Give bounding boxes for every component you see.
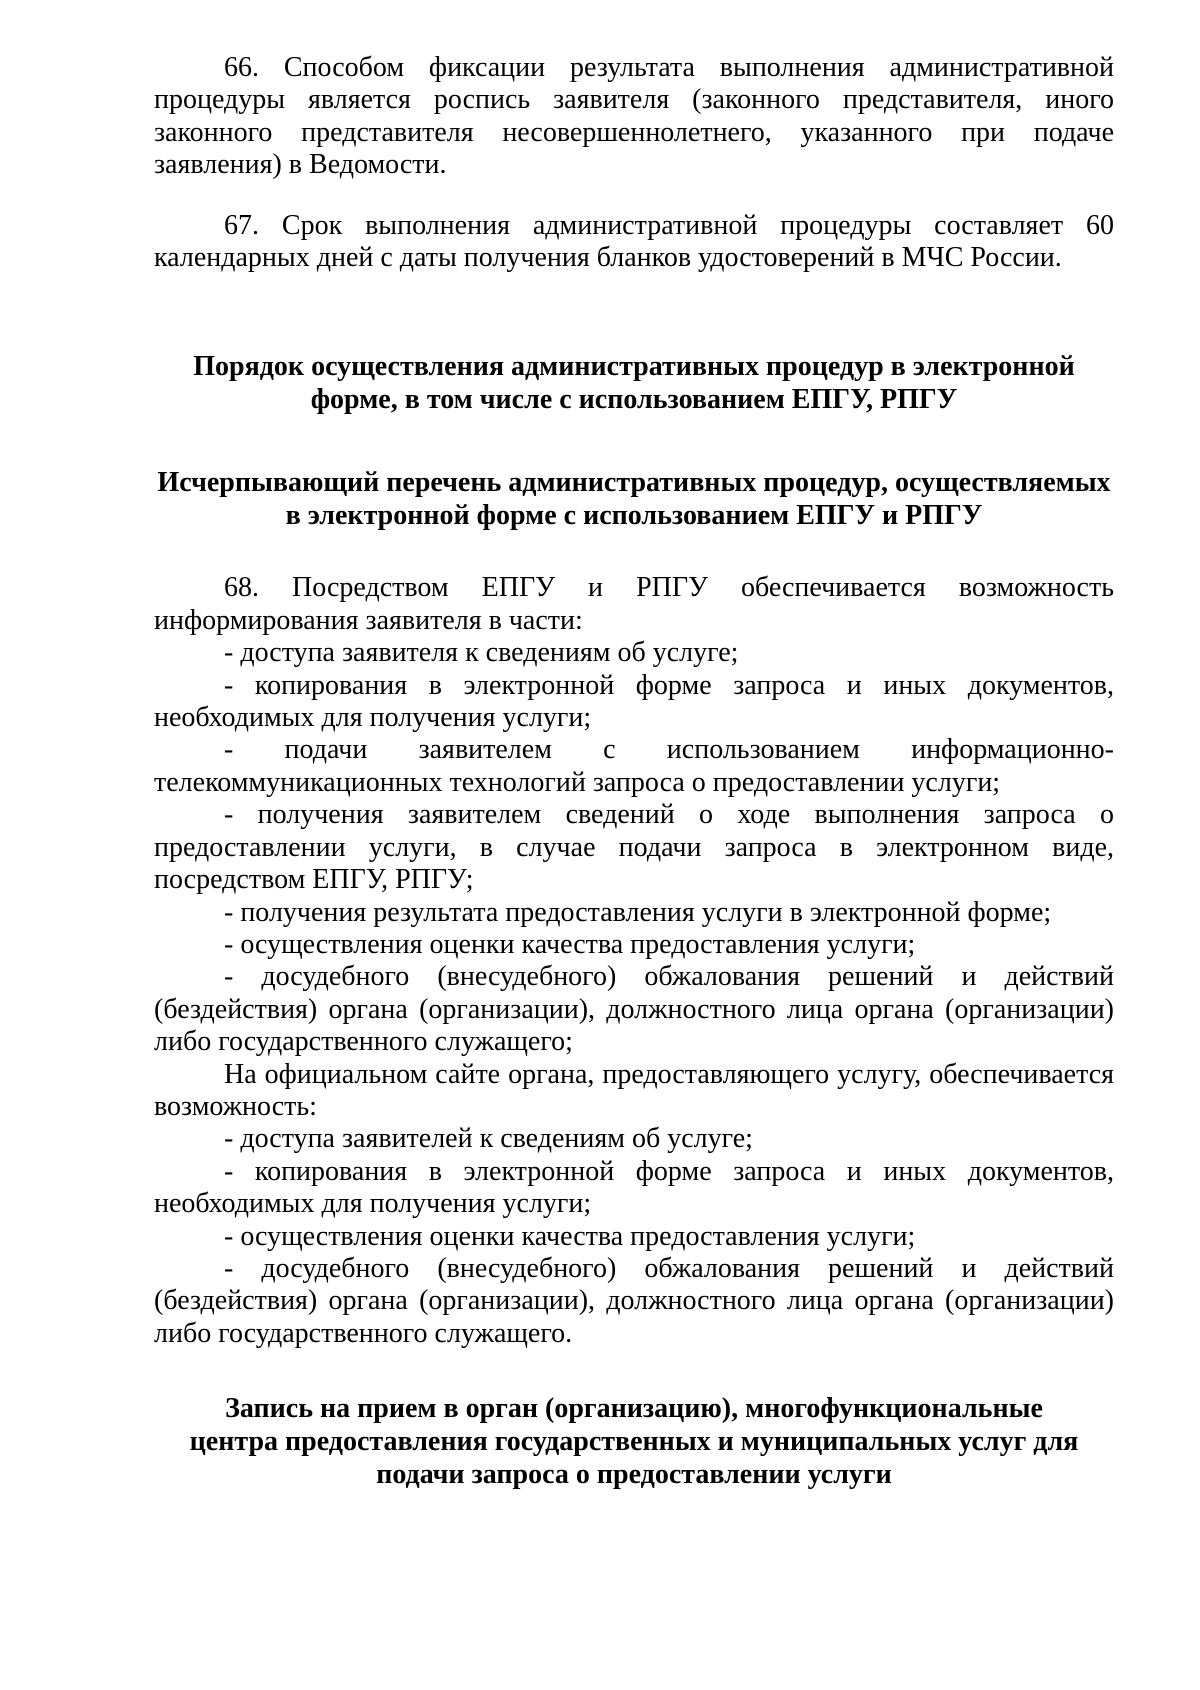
heading-line: Исчерпывающий перечень административных процедур, осуществляемых [157, 467, 1111, 499]
paragraph-67: 67. Срок выполнения административной процедуры составляет 60 календарных дней с даты получения бланков удостоверений в МЧС России. [154, 209, 1114, 274]
list-item: - копирования в электронной форме запроса и иных документов, необходимых для получения услуги; [154, 669, 1114, 734]
section-heading-exhaustive-list [154, 466, 1114, 532]
list-item: - подачи заявителем с использованием информационно-телекоммуникационных технологий запроса о предоставлении услуги; [154, 734, 1114, 798]
heading-line: центра предоставления государственных и муниципальных услуг для [189, 1426, 1079, 1458]
list-item: - получения результата предоставления услуги в электронной форме; [224, 896, 1052, 928]
section-heading-appointment [154, 1392, 1114, 1491]
heading-line: Порядок осуществления административных процедур в электронной [193, 351, 1075, 383]
heading-line: в электронной форме с использованием ЕПГУ и РПГУ [285, 500, 983, 532]
heading-line: Запись на прием в орган (организацию), многофункциональные [225, 1393, 1043, 1425]
list-item: - доступа заявителя к сведениям об услуге; [224, 637, 739, 669]
list-item: - получения заявителем сведений о ходе выполнения запроса о предоставлении услуги, в случае подачи запроса в электронном виде, посредством ЕПГУ, РПГУ; [154, 799, 1114, 896]
list-item: - осуществления оценки качества предоставления услуги; [224, 928, 916, 960]
list-item: - досудебного (внесудебного) обжалования решений и действий (бездействия) органа (организации), должностного лица органа (организации) либо государственного служащего; [154, 961, 1114, 1058]
document-page [154, 52, 1114, 1491]
list-item: - копирования в электронной форме запроса и иных документов, необходимых для получения услуги; [154, 1155, 1114, 1220]
paragraph-66: 66. Способом фиксации результата выполнения административной процедуры является роспись заявителя (законного представителя, иного законного представителя несовершеннолетнего, указанного при подаче заявления) в Ведомости. [154, 52, 1114, 181]
heading-line: подачи запроса о предоставлении услуги [376, 1459, 892, 1491]
list-item: - доступа заявителей к сведениям об услуге; [224, 1123, 753, 1155]
official-site-capabilities-list [154, 1123, 1114, 1350]
epgu-capabilities-list [154, 637, 1114, 1058]
list-item: - осуществления оценки качества предоставления услуги; [224, 1220, 916, 1252]
paragraph-68: 68. Посредством ЕПГУ и РПГУ обеспечивается возможность информирования заявителя в части: [154, 572, 1114, 636]
list-item: - досудебного (внесудебного) обжалования решений и действий (бездействия) органа (организации), должностного лица органа (организации) либо государственного служащего. [154, 1252, 1114, 1349]
paragraph-official-site: На официальном сайте органа, предоставляющего услугу, обеспечивается возможность: [154, 1058, 1114, 1122]
heading-line: форме, в том числе с использованием ЕПГУ, РПГУ [310, 384, 958, 416]
section-heading-electronic-procedures [154, 350, 1114, 416]
